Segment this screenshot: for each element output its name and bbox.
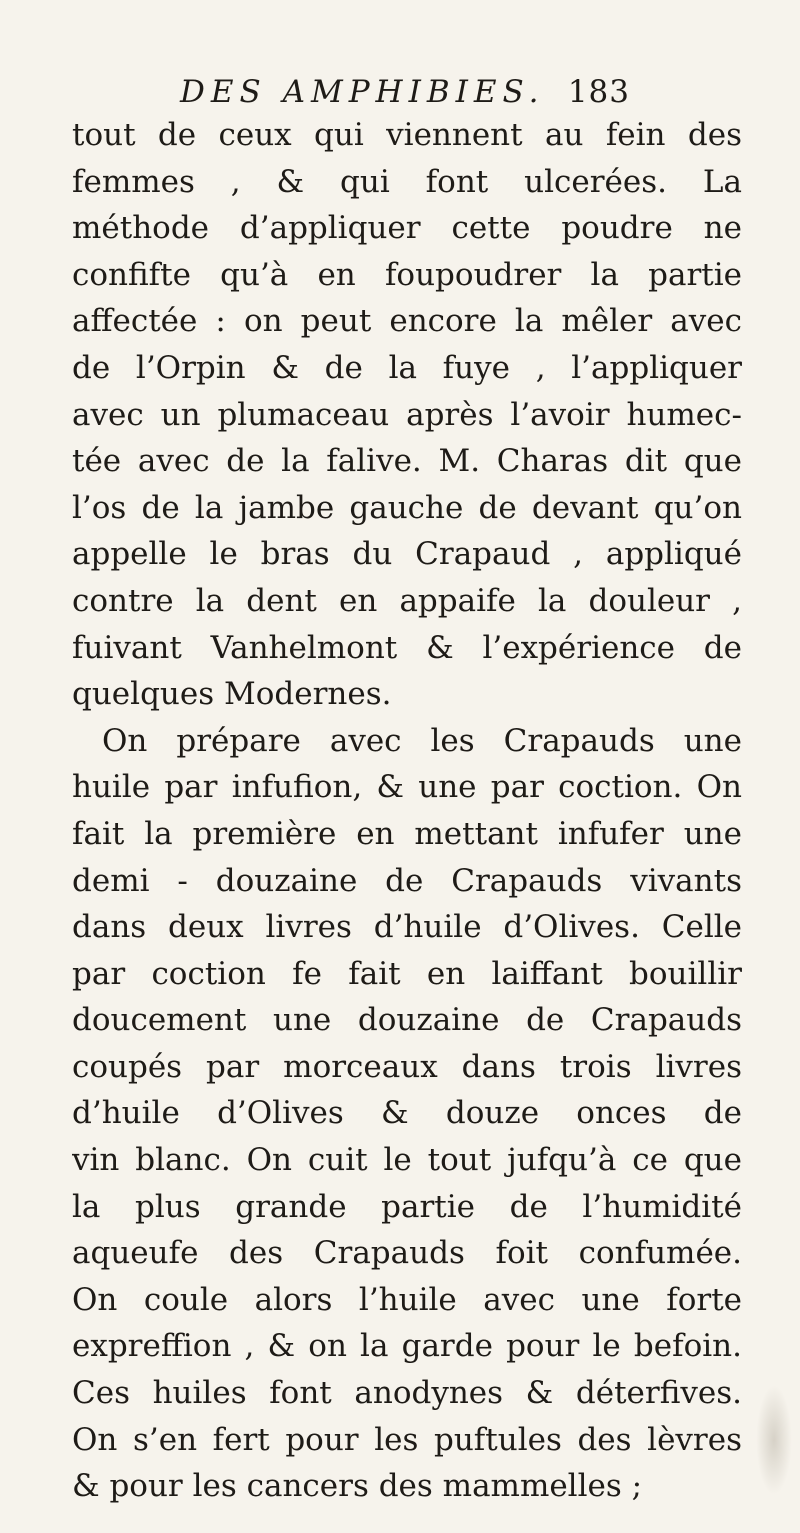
text-line: de l’Orpin & de la fuye , l’appliquer [72, 349, 742, 386]
body-text [72, 112, 742, 1510]
text-line: doucement une douzaine de Crapauds [72, 1002, 742, 1039]
text-line: tout de ceux qui viennent au fein des [72, 117, 742, 153]
text-line: appelle le bras du Crapaud , appliqué [72, 536, 742, 573]
text-line: confifte qu’à en foupoudrer la partie [72, 256, 742, 293]
text-line: vin blanc. On cuit le tout jufqu’à ce que [72, 1142, 742, 1179]
text-line: On prépare avec les Crapauds une [102, 722, 742, 759]
text-line: demi - douzaine de Crapauds vivants [72, 862, 742, 899]
text-line: avec un plumaceau après l’avoir humec- [72, 396, 742, 433]
text-line: dans deux livres d’huile d’Olives. Celle [72, 909, 742, 946]
text-line: expreffion , & on la garde pour le befoin. [72, 1328, 742, 1365]
text-line: contre la dent en appaife la douleur , [72, 582, 742, 619]
text-line: affectée : on peut encore la mêler avec [72, 303, 742, 340]
text-line: tée avec de la falive. M. Charas dit que [72, 443, 742, 480]
text-line: méthode d’appliquer cette poudre ne [72, 210, 742, 247]
text-line: On coule alors l’huile avec une forte [72, 1281, 742, 1318]
page-number: 183 [567, 74, 630, 110]
text-line: coupés par morceaux dans trois livres [72, 1048, 742, 1085]
page-header [180, 70, 630, 114]
paper-stain [756, 1385, 792, 1495]
text-line: aqueufe des Crapauds foit confumée. [72, 1235, 742, 1272]
text-line: quelques Modernes. [72, 676, 392, 713]
text-line: l’os de la jambe gauche de devant qu’on [72, 489, 742, 526]
text-line: Ces huiles font anodynes & déterfives. [72, 1375, 742, 1412]
running-title: DES AMPHIBIES. [180, 74, 545, 110]
text-line: d’huile d’Olives & douze onces de [72, 1095, 742, 1132]
text-line: fait la première en mettant infufer une [72, 815, 742, 852]
text-line: par coction fe fait en laiffant bouillir [72, 955, 742, 992]
text-line: fuivant Vanhelmont & l’expérience de [72, 629, 742, 666]
text-line: femmes , & qui font ulcerées. La [72, 163, 742, 200]
text-line: la plus grande partie de l’humidité [72, 1188, 742, 1225]
text-line: huile par infufion, & une par coction. On [72, 769, 742, 806]
text-line: & pour les cancers des mammelles ; [72, 1468, 643, 1505]
text-line: On s’en fert pour les puftules des lèvres [72, 1421, 742, 1458]
